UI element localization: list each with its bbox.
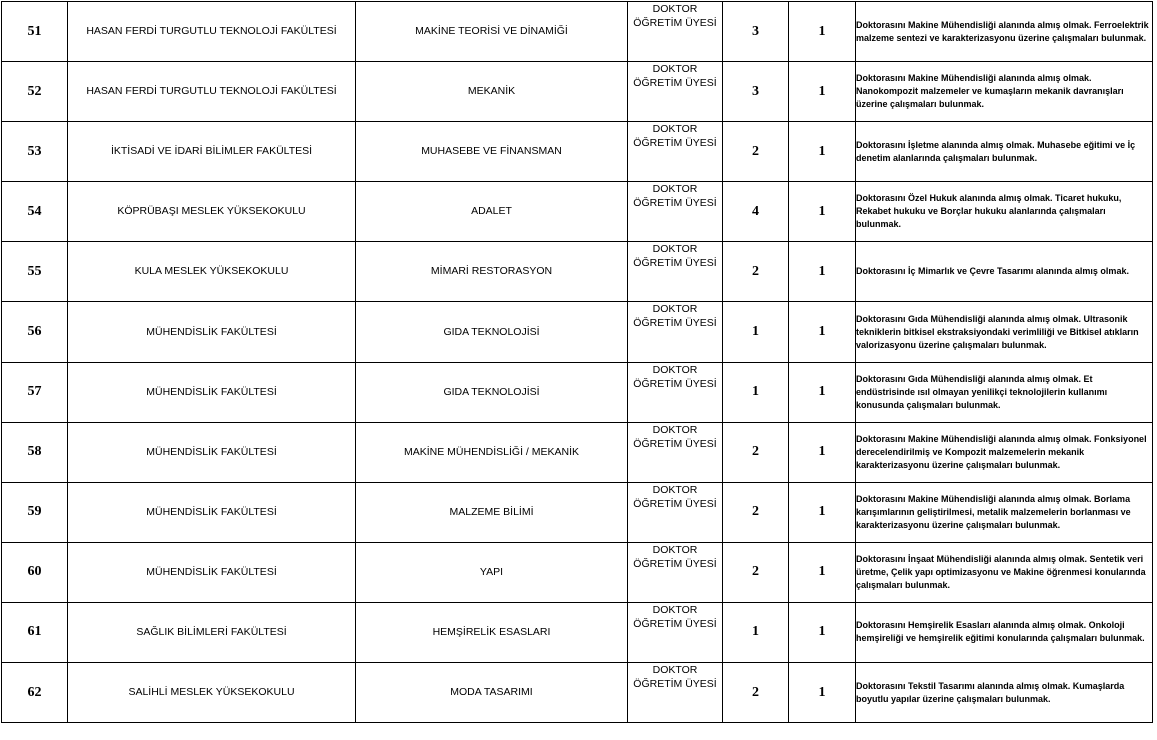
row-number-cell: 62 [2, 663, 68, 723]
table-row [2, 122, 1153, 182]
title-cell: DOKTOR ÖĞRETİM ÜYESİ [628, 482, 723, 542]
criteria-cell: Doktorasını İç Mimarlık ve Çevre Tasarımı alanında almış olmak. [856, 242, 1153, 302]
level-cell: 1 [723, 602, 789, 662]
count-cell: 1 [789, 422, 856, 482]
criteria-cell: Doktorasını Gıda Mühendisliği alanında almış olmak. Et endüstrisinde ısıl olmayan yenilikçi teknolojilerin kullanımı konusunda çalışmaları bulunmak. [856, 362, 1153, 422]
table-row [2, 602, 1153, 662]
department-cell: ADALET [356, 182, 628, 242]
title-cell: DOKTOR ÖĞRETİM ÜYESİ [628, 362, 723, 422]
table-row [2, 663, 1153, 723]
department-cell: GIDA TEKNOLOJİSİ [356, 362, 628, 422]
faculty-cell: MÜHENDİSLİK FAKÜLTESİ [68, 362, 356, 422]
faculty-cell: MÜHENDİSLİK FAKÜLTESİ [68, 542, 356, 602]
faculty-cell: SALİHLİ MESLEK YÜKSEKOKULU [68, 663, 356, 723]
row-number-cell: 59 [2, 482, 68, 542]
department-cell: YAPI [356, 542, 628, 602]
row-number-cell: 54 [2, 182, 68, 242]
faculty-cell: SAĞLIK BİLİMLERİ FAKÜLTESİ [68, 602, 356, 662]
faculty-cell: İKTİSADİ VE İDARİ BİLİMLER FAKÜLTESİ [68, 122, 356, 182]
table-body [2, 2, 1153, 723]
faculty-cell: KÖPRÜBAŞI MESLEK YÜKSEKOKULU [68, 182, 356, 242]
criteria-cell: Doktorasını Makine Mühendisliği alanında almış olmak. Nanokompozit malzemeler ve kumaşların mekanik davranışları üzerine çalışmaları bulunmak. [856, 62, 1153, 122]
count-cell: 1 [789, 663, 856, 723]
table-row [2, 422, 1153, 482]
row-number-cell: 57 [2, 362, 68, 422]
title-cell: DOKTOR ÖĞRETİM ÜYESİ [628, 422, 723, 482]
faculty-cell: MÜHENDİSLİK FAKÜLTESİ [68, 302, 356, 362]
table-row [2, 362, 1153, 422]
title-cell: DOKTOR ÖĞRETİM ÜYESİ [628, 302, 723, 362]
department-cell: MAKİNE TEORİSİ VE DİNAMİĞİ [356, 2, 628, 62]
department-cell: HEMŞİRELİK ESASLARI [356, 602, 628, 662]
criteria-cell: Doktorasını İşletme alanında almış olmak. Muhasebe eğitimi ve İç denetim alanlarında çalışmaları bulunmak. [856, 122, 1153, 182]
row-number-cell: 58 [2, 422, 68, 482]
level-cell: 2 [723, 422, 789, 482]
criteria-cell: Doktorasını Tekstil Tasarımı alanında almış olmak. Kumaşlarda boyutlu yapılar üzerine çalışmaları bulunmak. [856, 663, 1153, 723]
count-cell: 1 [789, 482, 856, 542]
faculty-cell: HASAN FERDİ TURGUTLU TEKNOLOJİ FAKÜLTESİ [68, 2, 356, 62]
level-cell: 2 [723, 542, 789, 602]
table-row [2, 482, 1153, 542]
level-cell: 1 [723, 302, 789, 362]
department-cell: MALZEME BİLİMİ [356, 482, 628, 542]
criteria-cell: Doktorasını İnşaat Mühendisliği alanında almış olmak. Sentetik veri üretme, Çelik yapı optimizasyonu ve Makine öğrenmesi konularında çalışmaları bulunmak. [856, 542, 1153, 602]
level-cell: 2 [723, 663, 789, 723]
row-number-cell: 51 [2, 2, 68, 62]
title-cell: DOKTOR ÖĞRETİM ÜYESİ [628, 242, 723, 302]
level-cell: 4 [723, 182, 789, 242]
faculty-cell: KULA MESLEK YÜKSEKOKULU [68, 242, 356, 302]
level-cell: 1 [723, 362, 789, 422]
row-number-cell: 55 [2, 242, 68, 302]
level-cell: 3 [723, 62, 789, 122]
department-cell: MUHASEBE VE FİNANSMAN [356, 122, 628, 182]
title-cell: DOKTOR ÖĞRETİM ÜYESİ [628, 2, 723, 62]
department-cell: MEKANİK [356, 62, 628, 122]
count-cell: 1 [789, 602, 856, 662]
count-cell: 1 [789, 62, 856, 122]
row-number-cell: 60 [2, 542, 68, 602]
faculty-cell: HASAN FERDİ TURGUTLU TEKNOLOJİ FAKÜLTESİ [68, 62, 356, 122]
criteria-cell: Doktorasını Gıda Mühendisliği alanında almış olmak. Ultrasonik tekniklerin bitkisel ekstraksiyondaki verimliliği ve Bitkisel atıkların valorizasyonu üzerine çalışmaları bulunmak. [856, 302, 1153, 362]
count-cell: 1 [789, 362, 856, 422]
level-cell: 3 [723, 2, 789, 62]
table-row [2, 302, 1153, 362]
level-cell: 2 [723, 482, 789, 542]
table-row [2, 542, 1153, 602]
count-cell: 1 [789, 182, 856, 242]
count-cell: 1 [789, 302, 856, 362]
level-cell: 2 [723, 242, 789, 302]
criteria-cell: Doktorasını Özel Hukuk alanında almış olmak. Ticaret hukuku, Rekabet hukuku ve Borçlar hukuku alanlarında çalışmaları bulunmak. [856, 182, 1153, 242]
criteria-cell: Doktorasını Makine Mühendisliği alanında almış olmak. Fonksiyonel derecelendirilmiş ve Kompozit malzemelerin mekanik karakterizasyonu üzerine çalışmaları bulunmak. [856, 422, 1153, 482]
positions-table [1, 1, 1153, 723]
department-cell: MAKİNE MÜHENDİSLİĞİ / MEKANİK [356, 422, 628, 482]
faculty-cell: MÜHENDİSLİK FAKÜLTESİ [68, 422, 356, 482]
row-number-cell: 61 [2, 602, 68, 662]
table-row [2, 62, 1153, 122]
department-cell: MİMARİ RESTORASYON [356, 242, 628, 302]
table-row [2, 242, 1153, 302]
count-cell: 1 [789, 2, 856, 62]
row-number-cell: 56 [2, 302, 68, 362]
criteria-cell: Doktorasını Makine Mühendisliği alanında almış olmak. Ferroelektrik malzeme sentezi ve karakterizasyonu üzerine çalışmaları bulunmak. [856, 2, 1153, 62]
criteria-cell: Doktorasını Makine Mühendisliği alanında almış olmak. Borlama karışımlarının geliştirilmesi, metalik malzemelerin borlanması ve karakterizasyonu üzerine çalışmaları bulunmak. [856, 482, 1153, 542]
title-cell: DOKTOR ÖĞRETİM ÜYESİ [628, 602, 723, 662]
title-cell: DOKTOR ÖĞRETİM ÜYESİ [628, 122, 723, 182]
row-number-cell: 53 [2, 122, 68, 182]
count-cell: 1 [789, 542, 856, 602]
row-number-cell: 52 [2, 62, 68, 122]
count-cell: 1 [789, 242, 856, 302]
title-cell: DOKTOR ÖĞRETİM ÜYESİ [628, 542, 723, 602]
count-cell: 1 [789, 122, 856, 182]
department-cell: MODA TASARIMI [356, 663, 628, 723]
table-row [2, 2, 1153, 62]
table-row [2, 182, 1153, 242]
level-cell: 2 [723, 122, 789, 182]
title-cell: DOKTOR ÖĞRETİM ÜYESİ [628, 182, 723, 242]
title-cell: DOKTOR ÖĞRETİM ÜYESİ [628, 62, 723, 122]
department-cell: GIDA TEKNOLOJİSİ [356, 302, 628, 362]
criteria-cell: Doktorasını Hemşirelik Esasları alanında almış olmak. Onkoloji hemşireliği ve hemşirelik eğitimi konularında çalışmaları bulunmak. [856, 602, 1153, 662]
title-cell: DOKTOR ÖĞRETİM ÜYESİ [628, 663, 723, 723]
faculty-cell: MÜHENDİSLİK FAKÜLTESİ [68, 482, 356, 542]
